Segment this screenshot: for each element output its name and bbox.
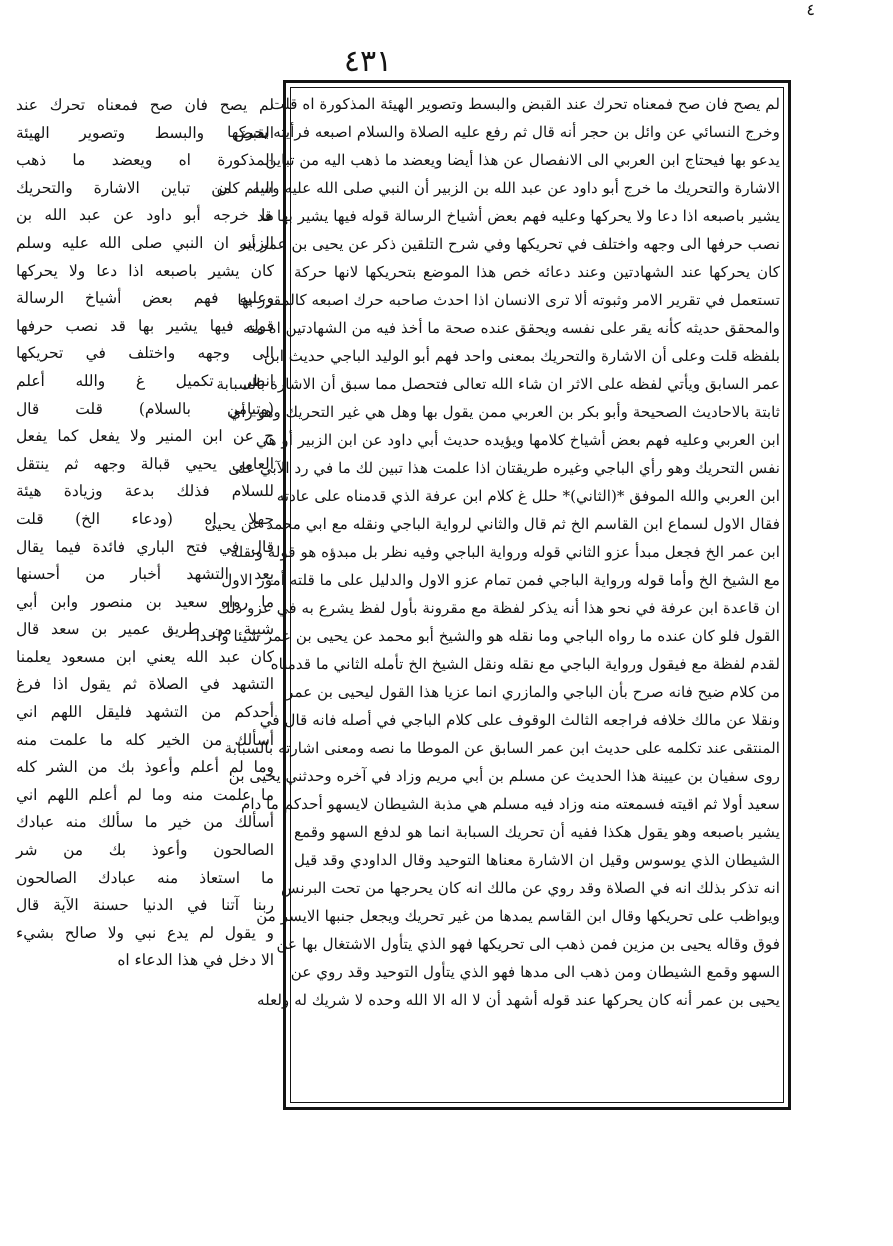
margin-text-line: وما لم أعلم وأعوذ بك من الشر كله [16,758,274,777]
main-text-line: القول فلو كان عنده ما رواه الباجي وما نقله هو والشيخ أبو محمد عن يحيى بن عمر شيئا واحدا [195,627,780,645]
margin-text-line: (وتيامن بالسلام) قلت قال [16,399,274,418]
main-text-line: يدعو بها فيحتاج ابن العربي الى الانفصال عن هذا أيضا ويعضد ما ذهب اليه من تباين [265,151,780,169]
margin-text-line: ما خرجه أبو داود عن عبد الله بن [16,206,274,225]
margin-text-line: ما استعاذ منه عبادك الصالحون [16,868,274,887]
main-text-line: فوق وقاله يحيى بن مزين فمن ذهب الى تحريكها فهو الذي يتأول الاشتغال بها عن [276,935,780,953]
margin-text-line: أسألك من خير ما سألك منه عبادك [16,813,274,832]
main-text-line: يشير باصبعه اذا دعا ولا يحركها وعليه فهم بعض أشياخ الرسالة قوله فيها يشير بها قد [256,207,780,225]
main-text-line: لم يصح فان صح فمعناه تحرك عند القبض والبسط وتصوير الهيئة المذكورة اه قلت [270,95,780,113]
main-text-line: وخرج النسائي عن وائل بن حجر أنه قال ثم رفع عليه الصلاة والسلام اصبعه فرأيته يحركها [227,123,780,141]
main-text-line: والمحقق حديثه كأنه يقر على نفسه ويحقق عنده صحة ما أخذ فيه من الشهادتين اه منه [242,319,780,337]
main-text-line: كان يحركها عند الشهادتين وعند دعائه خص هذا الموضع بتحريكها لانها حركة [294,263,780,281]
main-text-line: الشيطان الذي يوسوس وقيل ان الاشارة معناها التوحيد وقال الداودي وقد قيل [294,851,780,869]
margin-text-line: أسألك من الخير كله ما علمت منه [16,730,274,749]
margin-text-line: للسلام فذلك بدعة وزيادة هيئة [16,482,274,501]
main-text-line: ابن عمر الخ فجعل مبدأ عزو الثاني قوله ورواية الباجي وفيه نظر بل مبدؤه هو قوله ونقله [230,543,780,561]
main-text-line: الاشارة والتحريك ما خرج أبو داود عن عبد الله بن الزبير أن النبي صلى الله عليه وسلم كان [216,179,780,197]
main-text-line: مع الشيخ الخ وأما قوله ورواية الباجي فمن تمام عزو الاول والدليل على ما قلته أمور الاول [221,571,780,589]
main-text-line: تستعمل في تقرير الامر وثبوته ألا ترى الانسان اذا احدث صاحبه حرك اصبعه كالمقرر بها [237,291,780,309]
margin-text-line: أحدكم من التشهد فليقل اللهم اني [16,703,274,722]
margin-text-line: بعد التشهد أخبار من أحسنها [16,565,274,584]
main-text-line: روى سفيان بن عيينة هذا الحديث عن مسلم بن أبي مريم وزاد في آخره وحدثني يحيى بن [228,767,780,785]
margin-text-line: وعليه فهم بعض أشياخ الرسالة [16,289,274,308]
margin-text-line: ربنا آتنا في الدنيا حسنة الآية قال [16,896,274,915]
margin-text-line: العامي يحيي قبالة وجهه ثم ينتقل [16,454,274,473]
margin-text-line: لم يصح فان صح فمعناه تحرك عند [16,96,274,114]
main-text-line: فقال الاول لسماع ابن القاسم الخ ثم قال والثاني لرواية الباجي ونقله مع ابي محمد عن يحيى [204,515,780,533]
main-text-line: ابن العربي والله الموفق *(الثاني)* حلل غ كلام ابن عرفة الذي قدمناه على عادته [276,487,780,505]
margin-text-line: كان عبد الله يعني ابن مسعود يعلمنا [16,647,274,666]
margin-text-line: قوله فيها يشير بها قد نصب حرفها [16,316,274,335]
margin-commentary-column [14,92,276,1092]
margin-text-line: الصالحون وأعوذ بك من شر [16,841,274,860]
main-text-line: ويواظب على تحريكها وقال ابن القاسم يمدها من غير تحريك ويجعل جنبها الايسر من [256,907,780,925]
page-number: ٤٣١ [343,44,393,79]
main-text-line: ان قاعدة ابن عرفة في نحو هذا أنه يذكر لفظة مع مقرونة بأول لفظ يشرع به في عزو ذلك [218,599,780,617]
margin-text-line: ح عن ابن المنير ولا يفعل كما يفعل [16,427,274,446]
margin-text-line: انظر تكميل غ والله أعلم [16,371,274,390]
margin-text-line: جهلا اه (ودعاء الخ) قلت [16,509,274,528]
margin-text-line: كان يشير باصبعه اذا دعا ولا يحركها [16,261,274,280]
main-text-line: انه تذكر بذلك انه في الصلاة وقد روي عن مالك انه كان يحرجها من تحت البرنس [281,879,780,897]
margin-text-line: اليه من تباين الاشارة والتحريك [16,178,274,197]
margin-text-line: الزبير ان النبي صلى الله عليه وسلم [16,233,274,252]
main-text-line: ابن العربي وعليه فهم بعض أشياخ كلامها ويؤيده حديث أبي داود عن ابن الزبير أو هي [255,431,780,449]
main-text-line: نصب حرفها الى وجهه واختلف في تحريكها وفي شرح التلقين ذكر عن يحيى بن عمر أنه [239,235,780,253]
main-text-line: يشير باصبعه وهو يقول هكذا ففيه أن تحريك السبابة انما هو لدفع السهو وقمع [294,823,780,841]
main-text-line: المنتقى عند تكلمه على حديث ابن عمر السابق عن الموطا ما نصه ومعنى اشارته بالسبابة [224,739,780,757]
margin-text-line: ما رواه سعيد بن منصور وابن أبي [16,592,274,611]
margin-text-line: ما علمت منه وما لم أعلم اللهم اني [16,785,274,804]
main-text-line: ونقلا عن مالك خلافه فراجعه الثالث الوقوف على كلام الباجي في أصله فانه قال في [259,711,780,729]
main-text-line: يحيى بن عمر أنه كان يحركها عند قوله أشهد أن لا اله الا الله وحده لا شريك له ولعله [256,991,780,1009]
main-text-line: لقدم لفظة مع فيقول ورواية الباجي مع نقله ونقل الشيخ الخ تأمله الثاني ما قدمناه [270,655,780,673]
main-text-line: عمر السابق ويأتي لفظه على الاثر ان شاء الله تعالى فتحصل مما سبق أن الاشارة بالسبابة [216,375,780,393]
main-text-line: بلفظه قلت وعلى أن الاشارة والتحريك بمعنى واحد فهم أبو الوليد الباجي حديث ابن [263,347,780,365]
corner-mark: ٤ [806,0,815,19]
main-text-line: نفس التحريك وهو رأي الباجي وغيره طريقتان اذا علمت هذا تبين لك ما في رد الآبي على [228,459,780,477]
main-text-line: السهو وقمع الشيطان ومن ذهب الى مدها فهو الذي يتأول التوحيد وقد روي عن [290,963,780,981]
margin-text-line: شيبة من طريق عمير بن سعد قال [16,620,274,639]
main-text-line: من كلام ضيح فانه صرح بأن الباجي والمازري انما عزيا هذا القول ليحيى بن عمر [286,683,780,701]
margin-text-line: الى وجهه واختلف في تحريكها [16,344,274,363]
main-text-line: ثابتة بالاحاديث الصحيحة وأبو بكر بن العربي ممن يقول بها وهل هي غير التحريك وهو رأي [229,403,780,421]
main-text-line: سعيد أولا ثم اقيته فسمعته منه وزاد فيه مسلم هي مذبة الشيطان لايسهو أحدكم ما دام [240,795,780,813]
margin-text-line: الا دخل في هذا الدعاء اه [117,951,274,970]
margin-text-line: القبض والبسط وتصوير الهيئة [16,123,274,142]
margin-text-line: التشهد في الصلاة ثم يقول اذا فرغ [16,675,274,694]
margin-text-line: و يقول لم يدع نبي ولا صالح بشيء [16,923,274,942]
margin-text-line: المذكورة اه ويعضد ما ذهب [16,151,274,170]
margin-text-line: قال في فتح الباري فائدة فيما يقال [16,537,274,556]
